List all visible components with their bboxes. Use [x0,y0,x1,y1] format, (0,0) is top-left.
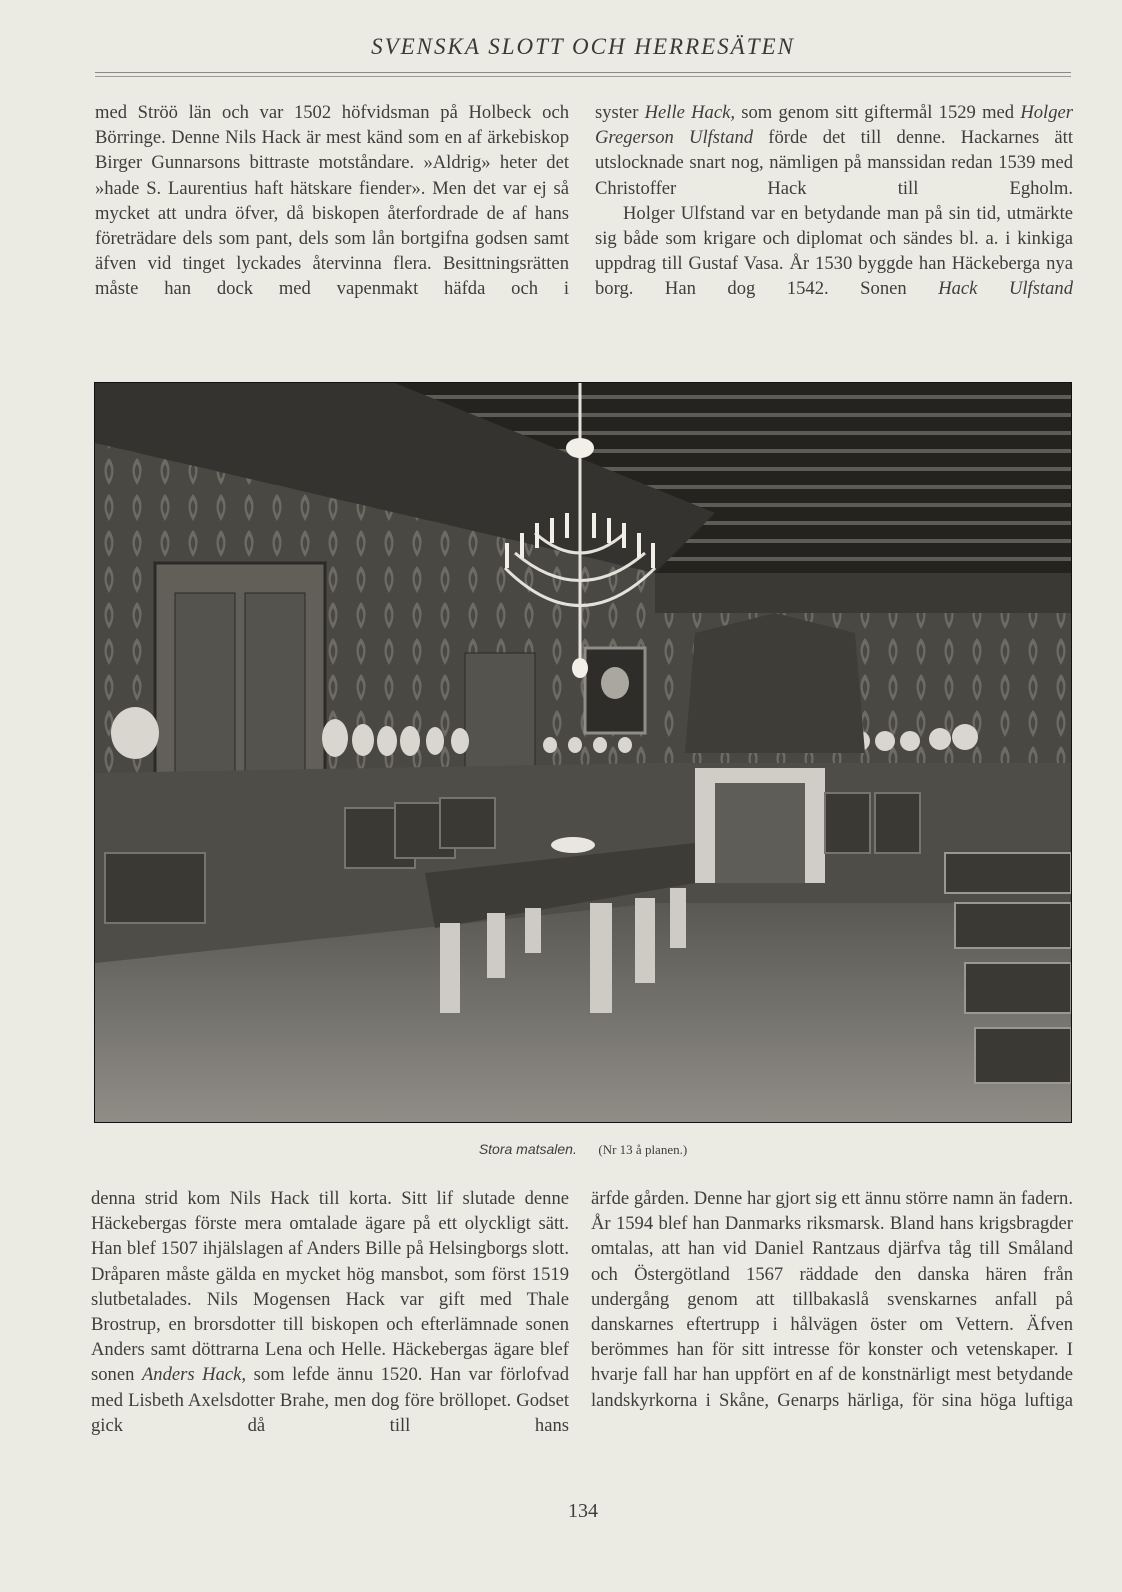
header-rule [95,72,1071,73]
page-number: 134 [568,1500,598,1522]
header-rule-secondary [95,76,1071,77]
paragraph: Holger Ulfstand var en betydande man på sin tid, utmärkte sig både som krigare och diplomat och sändes bl. a. i kinkiga uppdrag till Gustaf Vasa. År 1530 byggde han Häckeberga nya borg. Han dog 1542. Sonen Hack Ulfstand [595,202,1073,300]
figure-caption [95,1141,1071,1159]
text-column-top-right [595,100,1073,302]
text-column-bottom-left [91,1186,569,1438]
dining-hall-photograph [94,382,1072,1123]
paragraph: med Ströö län och var 1502 höfvidsman på Holbeck och Börringe. Denne Nils Hack är mest känd som en af ärkebiskop Birger Gunnarsons bittraste motståndare. »Aldrig» heter det »hade S. Laurentius haft hätskare fiender». Men det var ej så mycket att undra öfver, då biskopen återfordrade de af hans företrädare dels som pant, dels som lån bortgifna godsen samt äfven vid tinget lyckades återvinna flera. Besittningsrätten måste han dock med vapenmakt häfda och i [95,102,569,300]
paragraph: denna strid kom Nils Hack till korta. Sitt lif slutade denne Häckebergas förste mera omtalade ägare på ett olyckligt sätt. Han blef 1507 ihjälslagen af Anders Bille på Helsingborgs slott. Dråparen måste gälda en mycket hög mansbot, som först 1519 slutbetalades. Nils Mogensen Hack var gift med Thale Brostrup, en brorsdotter till biskopen och efterlämnade sonen Anders samt döttrarna Lena och Helle. Häckebergas ägare blef sonen Anders Hack, som lefde ännu 1520. Han var förlofvad med Lisbeth Axelsdotter Brahe, men dog före bröllopet. Godset gick då till hans [91,1188,569,1436]
paragraph: ärfde gården. Denne har gjort sig ett ännu större namn än fadern. År 1594 blef han Danmarks riksmarsk. Bland hans krigsbragder omtalas, att han vid Daniel Rantzaus djärfva tåg till Småland och Östergötland 1567 räddade den danska hären från undergång genom att tillbakaslå svenskarnes anfall på danskarnes eftertrupp i hålvägen öster om Vettern. Äfven berömmes han för sitt intresse för konster och vetenskaper. I hvarje fall har han uppfört en af de konstnärligt mest betydande landskyrkorna i Skåne, Genarps härliga, för sina höga luftiga [591,1188,1073,1411]
person-name: Holger Gregerson Ulfstand [595,102,1074,149]
person-name: Helle Hack, [644,102,736,123]
caption-reference: (Nr 13 å planen.) [598,1142,688,1157]
person-name: Hack Ulfstand [938,278,1073,300]
text-column-top-left [95,100,569,302]
person-name: Anders Hack, [141,1364,247,1386]
caption-title: Stora matsalen. [478,1141,577,1157]
paragraph: syster Helle Hack, som genom sitt giftermål 1529 med Holger Gregerson Ulfstand förde det till denne. Hackarnes ätt utslocknade snart nog, nämligen på manssidan redan 1539 med Christoffer Hack till Egholm. [595,102,1074,199]
running-header: SVENSKA SLOTT OCH HERRESÄTEN [371,34,795,59]
text-column-bottom-right [591,1186,1073,1413]
